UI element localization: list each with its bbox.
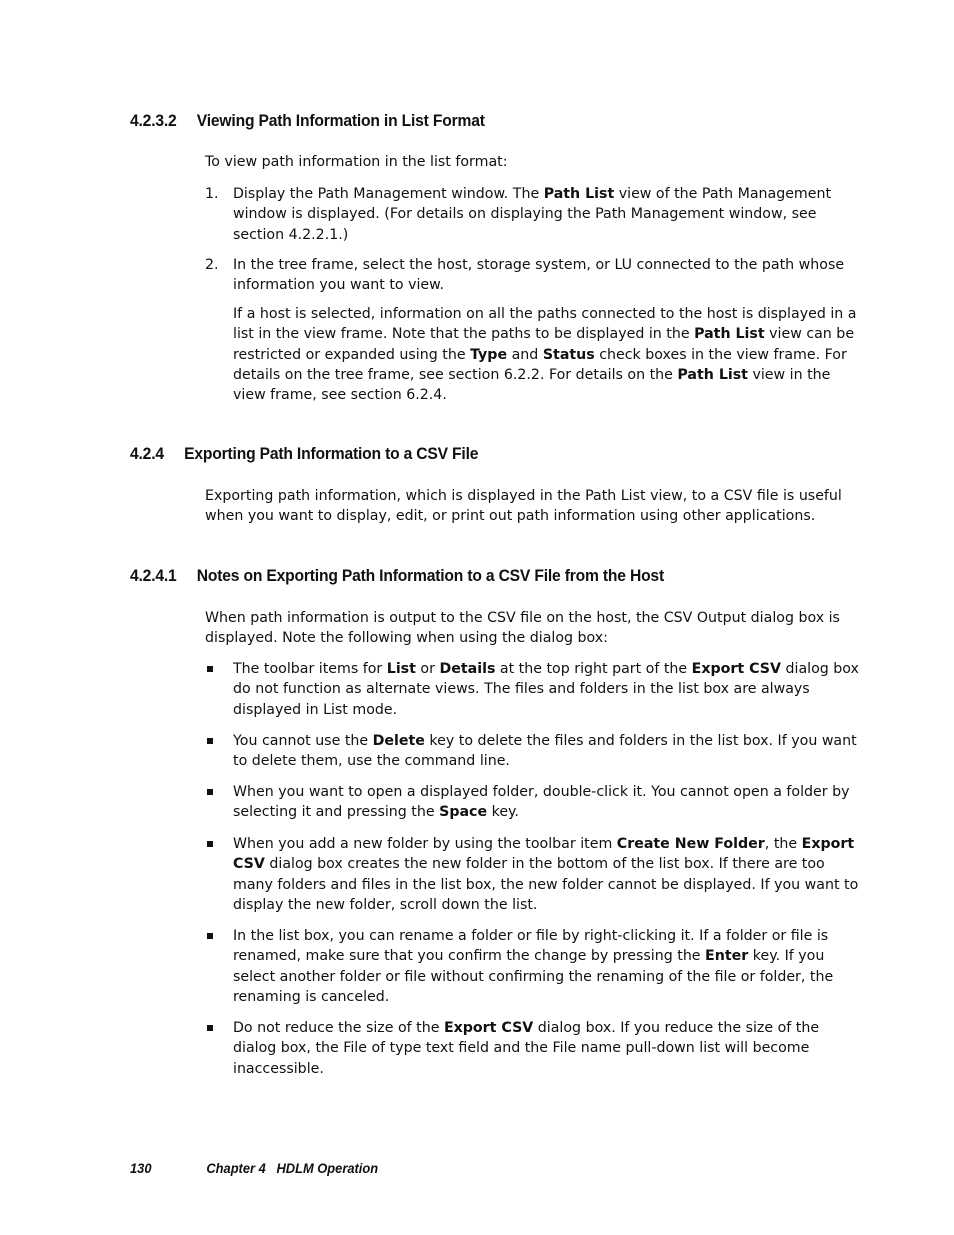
text: When you want to open a displayed folder, double-click it. You cannot open a folder by selecting it and pressing the (233, 784, 850, 821)
text: In the tree frame, select the host, storage system, or LU connected to the path whose information you want to view. (233, 257, 845, 294)
section-number: 4.2.4 (130, 444, 164, 463)
chapter-title: Chapter 4 HDLM Operation (206, 1160, 379, 1176)
text: view of the Path Management window is displayed. (For details on displaying the Path Management window, see section 4.2.2.1.) (233, 186, 832, 243)
bullet-square-icon (207, 738, 213, 744)
text: Do not reduce the size of the (233, 1020, 444, 1036)
bold-term: Export CSV (233, 836, 855, 873)
text: The toolbar items for (233, 661, 387, 677)
text: or (415, 661, 440, 677)
bullet-item-1 (205, 659, 860, 720)
text: In the list box, you can rename a folder or file by right-clicking it. If a folder or file is renamed, make sure that you confirm the change by pressing the (233, 928, 829, 965)
text: If a host is selected, information on all the paths connected to the host is displayed in a list in the view frame. Note that the paths to be displayed in the (233, 306, 857, 343)
bold-term: Type (470, 346, 508, 363)
text: key to delete the files and folders in the list box. If you want to delete them, use the command line. (233, 733, 857, 770)
section-title: Viewing Path Information in List Format (196, 111, 485, 130)
section-number: 4.2.4.1 (130, 566, 177, 585)
bold-term: Space (439, 804, 488, 821)
bullet-square-icon (207, 1025, 213, 1031)
text: dialog box. If you reduce the size of the dialog box, the File of type text field and the File name pull-down list will become inaccessible. (233, 1020, 820, 1077)
section-heading-4-2-4-1 (130, 566, 664, 586)
bold-term: Path List (543, 186, 615, 202)
bullet-square-icon (207, 666, 213, 672)
text: dialog box do not function as alternate views. The files and folders in the list box are always displayed in List mode. (233, 661, 859, 718)
bullet-square-icon (207, 789, 213, 795)
section-title: Notes on Exporting Path Information to a CSV File from the Host (196, 566, 664, 585)
section-number: 4.2.3.2 (130, 111, 177, 130)
section-heading-4-2-4 (130, 444, 478, 464)
bold-term: Delete (372, 733, 425, 749)
text: Display the Path Management window. The (233, 186, 544, 202)
bullet-item-2 (205, 731, 860, 772)
bullet-square-icon (207, 933, 213, 939)
bold-term: Export CSV (691, 661, 782, 677)
text: , the (764, 836, 802, 852)
bullet-item-3 (205, 782, 860, 823)
text: view in the view frame, see section 6.2.4. (233, 366, 831, 404)
text: at the top right part of the (495, 661, 692, 677)
list-item-step-1 (205, 184, 860, 245)
text: and (507, 346, 543, 363)
paragraph-note (233, 304, 860, 405)
text: When you add a new folder by using the toolbar item (233, 836, 617, 852)
bold-term: Path List (677, 366, 748, 383)
bold-term: List (386, 661, 416, 677)
bold-term: Create New Folder (616, 836, 765, 852)
list-item-step-2 (205, 255, 860, 296)
section-title: Exporting Path Information to a CSV File (184, 444, 479, 463)
text: check boxes in the view frame. For details on the tree frame, see section 6.2.2. For details on the (233, 346, 847, 383)
text: dialog box creates the new folder in the bottom of the list box. If there are too many folders and files in the list box, the new folder cannot be displayed. If you want to display the new folder, scroll down the list. (233, 856, 859, 913)
page-footer (130, 1160, 379, 1176)
bold-term: Path List (694, 326, 765, 343)
bold-term: Export CSV (443, 1020, 534, 1036)
step-number: 2. (205, 257, 219, 273)
bullet-item-4 (205, 834, 860, 915)
bold-term: Enter (705, 948, 749, 965)
bullet-square-icon (207, 841, 213, 847)
step-number: 1. (205, 186, 219, 202)
bullet-item-6 (205, 1018, 860, 1079)
section-heading-4-2-3-2 (130, 111, 485, 131)
text: key. (487, 804, 519, 821)
paragraph-intro: When path information is output to the CSV file on the host, the CSV Output dialog box is displayed. Note the following when using the dialog box: (205, 610, 840, 647)
bold-term: Status (542, 346, 595, 363)
page-number: 130 (130, 1160, 152, 1176)
bullet-item-5 (205, 926, 860, 1007)
bold-term: Details (439, 661, 496, 677)
text: view can be restricted or expanded using the (233, 326, 855, 363)
text: key. If you select another folder or file without confirming the renaming of the file or folder, the renaming is canceled. (233, 948, 834, 1005)
paragraph-intro: To view path information in the list format: (205, 154, 508, 170)
paragraph-body: Exporting path information, which is displayed in the Path List view, to a CSV file is useful when you want to display, edit, or print out path information using other applications. (205, 488, 842, 525)
text: You cannot use the (233, 733, 373, 749)
